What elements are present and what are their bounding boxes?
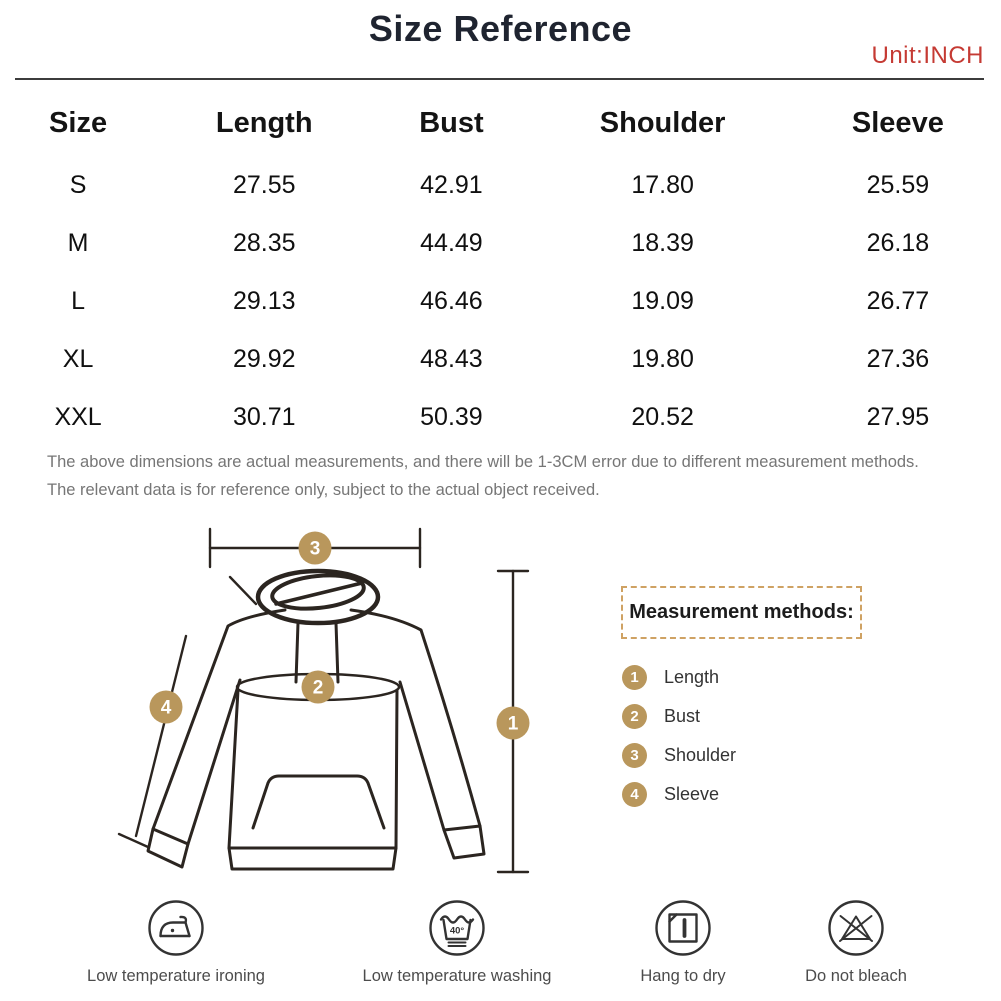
legend-item-label: Length (664, 667, 720, 687)
care-label: Low temperature ironing (87, 967, 265, 985)
cell-shoulder: 19.80 (631, 344, 694, 373)
marker-bust (302, 671, 335, 704)
care-label: Hang to dry (640, 967, 726, 985)
unit-label: Unit:INCH (871, 42, 984, 69)
col-header-length: Length (215, 106, 313, 139)
marker-sleeve (150, 691, 183, 724)
legend-item-label: Sleeve (664, 784, 720, 804)
size-table-header-row (0, 90, 1001, 156)
marker-shoulder (299, 532, 332, 565)
svg-text:3: 3 (309, 538, 321, 560)
care-item-no-bleach (736, 897, 976, 986)
col-header-size: Size (49, 106, 108, 139)
legend-num-badge: 2 (622, 704, 647, 729)
hoodie-outline (148, 571, 484, 869)
wash-temp-badge: 40° (449, 925, 465, 937)
title-divider (15, 78, 984, 80)
iron-icon (145, 897, 207, 959)
legend-item-shoulder (622, 736, 736, 775)
cell-bust: 44.49 (420, 228, 483, 257)
cell-bust: 42.91 (420, 170, 483, 199)
size-table (0, 90, 1001, 446)
svg-text:4: 4 (160, 697, 172, 719)
cell-sleeve: 26.18 (866, 228, 930, 257)
table-row (0, 272, 1001, 330)
legend-item-label: Bust (664, 706, 701, 726)
measurement-methods-title: Measurement methods: (621, 586, 862, 639)
cell-size: XL (62, 344, 94, 373)
cell-size: M (67, 228, 89, 257)
cell-bust: 48.43 (420, 344, 483, 373)
cell-size: XXL (54, 402, 102, 431)
cell-length: 29.92 (232, 344, 296, 373)
legend-num-badge: 3 (622, 743, 647, 768)
care-item-ironing (56, 897, 296, 986)
measurement-methods-legend (622, 658, 736, 814)
hoodie-measurement-diagram (40, 520, 560, 890)
disclaimer-notes (47, 452, 919, 508)
cell-size: S (69, 170, 87, 199)
cell-bust: 46.46 (420, 286, 483, 315)
cell-length: 27.55 (232, 170, 296, 199)
legend-item-sleeve (622, 775, 736, 814)
legend-item-bust (622, 697, 736, 736)
col-header-sleeve: Sleeve (851, 106, 944, 139)
cell-sleeve: 27.36 (866, 344, 930, 373)
legend-item-length (622, 658, 736, 697)
care-item-washing (337, 897, 577, 986)
table-row (0, 388, 1001, 446)
cell-shoulder: 19.09 (631, 286, 694, 315)
legend-num-badge: 1 (622, 665, 647, 690)
legend-item-label: Shoulder (664, 745, 737, 765)
svg-text:2: 2 (312, 677, 324, 699)
cell-sleeve: 27.95 (866, 402, 930, 431)
disclaimer-line-2: The relevant data is for reference only, subject to the actual object received. (47, 481, 600, 499)
table-row (0, 156, 1001, 214)
cell-size: L (71, 286, 86, 315)
hang-dry-icon (652, 897, 714, 959)
disclaimer-line-1: The above dimensions are actual measurements, and there will be 1-3CM error due to different measurement methods. (47, 453, 919, 471)
svg-text:1: 1 (507, 713, 519, 735)
table-row (0, 214, 1001, 272)
cell-length: 28.35 (232, 228, 296, 257)
page-title: Size Reference (368, 8, 633, 49)
cell-bust: 50.39 (420, 402, 483, 431)
cell-length: 30.71 (232, 402, 296, 431)
legend-num-badge: 4 (622, 782, 647, 807)
cell-sleeve: 25.59 (866, 170, 930, 199)
cell-sleeve: 26.77 (866, 286, 930, 315)
care-label: Do not bleach (805, 967, 907, 985)
wash-tub-icon (426, 897, 488, 959)
sleeve-measure-line (119, 636, 186, 847)
table-row (0, 330, 1001, 388)
cell-shoulder: 17.80 (631, 170, 694, 199)
cell-shoulder: 20.52 (631, 402, 694, 431)
col-header-shoulder: Shoulder (599, 106, 726, 139)
col-header-bust: Bust (419, 106, 484, 139)
no-bleach-icon (825, 897, 887, 959)
care-label: Low temperature washing (362, 967, 552, 985)
cell-length: 29.13 (232, 286, 296, 315)
cell-shoulder: 18.39 (631, 228, 694, 257)
marker-length (497, 707, 530, 740)
